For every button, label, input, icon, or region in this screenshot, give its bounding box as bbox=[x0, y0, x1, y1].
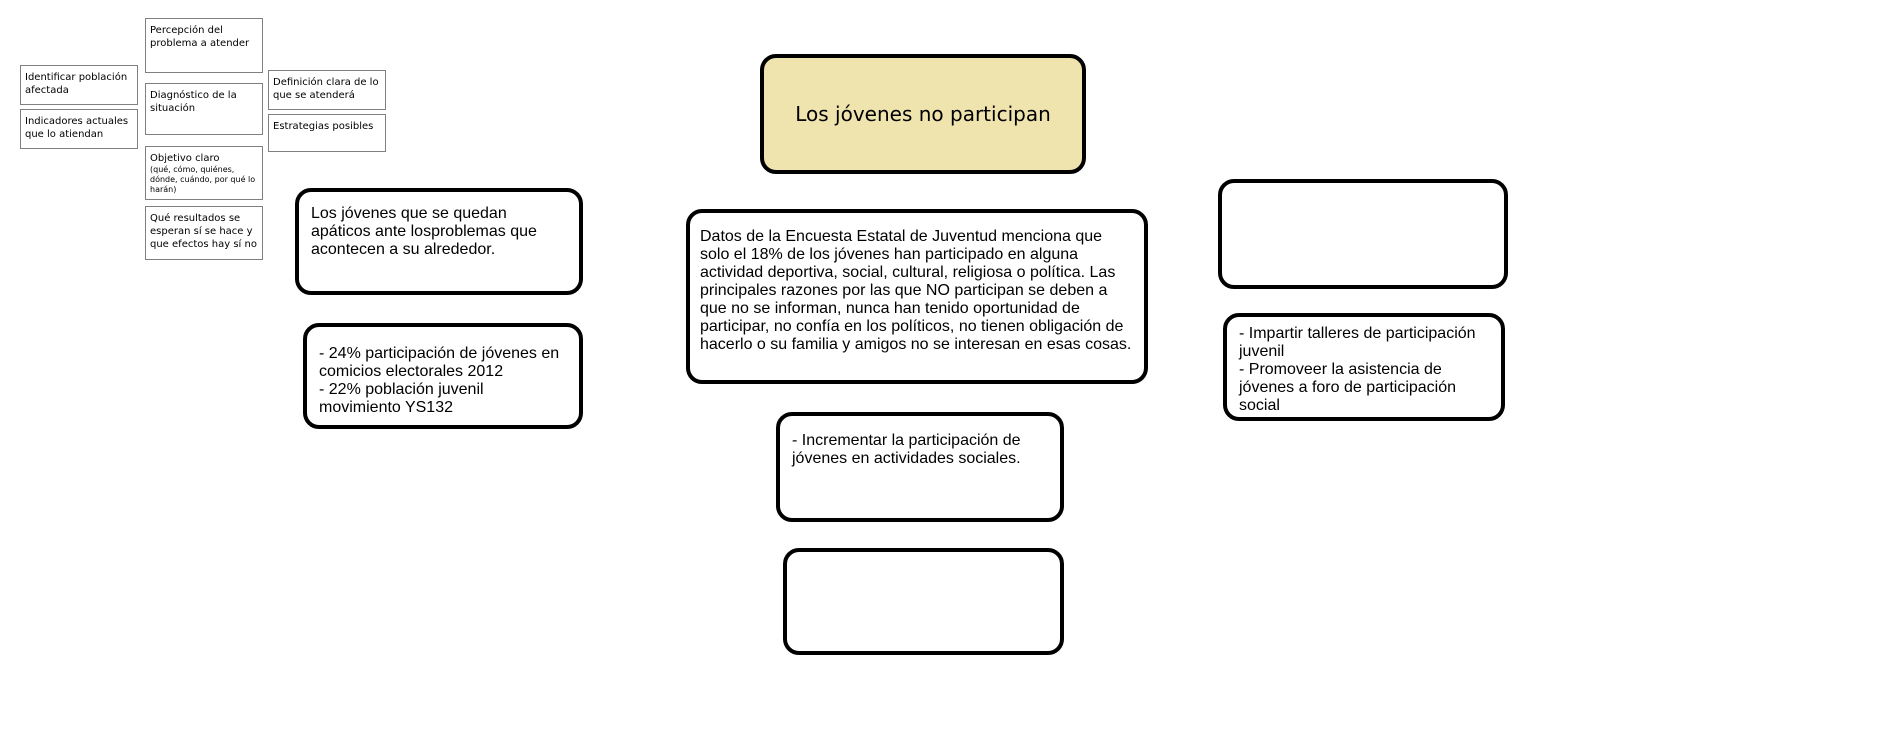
legend-resultados-text: Qué resultados se esperan sí se hace y que efectos hay sí no bbox=[150, 213, 257, 250]
problem-title-box bbox=[760, 54, 1086, 174]
strategies-text: - Impartir talleres de participación juvenil - Promoveer la asistencia de jóvenes a foro de participación social bbox=[1239, 325, 1476, 414]
legend-estrategias-text: Estrategias posibles bbox=[273, 121, 374, 132]
diagnosis-text: Datos de la Encuesta Estatal de Juventud menciona que solo el 18% de los jóvenes han participado en alguna actividad deportiva, social, cultural, religiosa o política. Las principales razones por las que NO participan se deben a que no se informan, nunca han tenido oportunidad de participar, no confía en los políticos, no tienen obligación de hacerlo o su familia y amigos no se interesan en esas cosas. bbox=[700, 228, 1132, 353]
legend-definicion-text: Definición clara de lo que se atenderá bbox=[273, 77, 379, 101]
legend-diagnostico bbox=[145, 83, 263, 135]
indicators-text: - 24% participación de jóvenes en comicios electorales 2012 - 22% población juvenil movimiento YS132 bbox=[319, 345, 560, 416]
indicators-box bbox=[303, 323, 583, 429]
problem-title: Los jóvenes no participan bbox=[795, 102, 1051, 126]
legend-objetivo-title: Objetivo claro bbox=[150, 153, 220, 164]
objective-box bbox=[776, 412, 1064, 522]
results-box bbox=[783, 548, 1064, 655]
legend-identificar bbox=[20, 65, 138, 105]
legend-resultados bbox=[145, 206, 263, 260]
objective-text: - Incrementar la participación de jóvenes en actividades sociales. bbox=[792, 432, 1021, 467]
diagnosis-box bbox=[686, 209, 1148, 384]
strategies-box bbox=[1223, 313, 1505, 421]
legend-objetivo bbox=[145, 146, 263, 200]
legend-diagnostico-text: Diagnóstico de la situación bbox=[150, 90, 237, 114]
definition-box bbox=[1218, 179, 1508, 289]
problem-perception-text: Los jóvenes que se quedan apáticos ante losproblemas que acontecen a su alrededor. bbox=[311, 205, 537, 258]
problem-perception-box bbox=[295, 188, 583, 295]
legend-percepcion-text: Percepción del problema a atender bbox=[150, 25, 250, 49]
legend-identificar-text: Identificar población afectada bbox=[25, 72, 128, 96]
legend-indicadores-text: Indicadores actuales que lo atiendan bbox=[25, 116, 129, 140]
legend-definicion bbox=[268, 70, 386, 110]
legend-objetivo-note: (qué, cómo, quiénes, dónde, cuándo, por qué lo harán) bbox=[150, 165, 256, 194]
legend-indicadores bbox=[20, 109, 138, 149]
legend-estrategias bbox=[268, 114, 386, 152]
legend-percepcion bbox=[145, 18, 263, 73]
